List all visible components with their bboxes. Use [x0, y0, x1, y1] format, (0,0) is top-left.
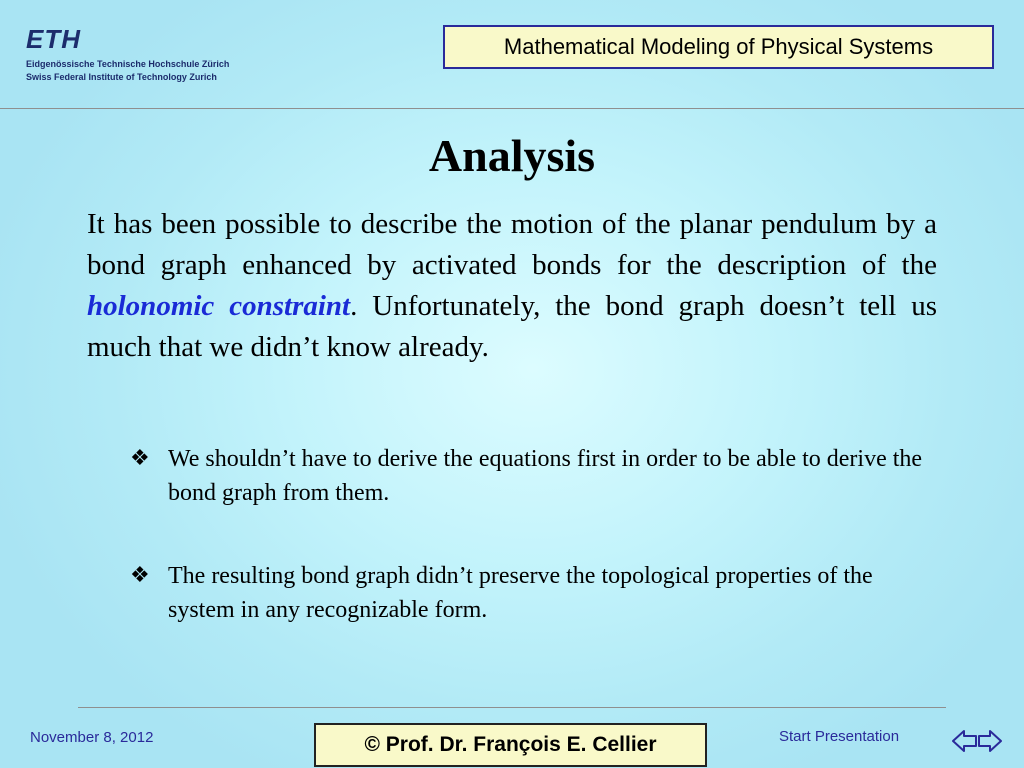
eth-logo — [26, 26, 229, 84]
footer-date: November 8, 2012 — [30, 729, 154, 746]
eth-logo-line-2: Swiss Federal Institute of Technology Zurich — [26, 72, 217, 82]
bullet-item — [130, 559, 940, 627]
start-presentation-link[interactable]: Start Presentation — [779, 728, 900, 745]
course-title: Mathematical Modeling of Physical Systems — [443, 25, 994, 69]
diamond-bullet-icon: ❖ — [130, 563, 150, 588]
eth-logo-line-1: Eidgenössische Technische Hochschule Zürich — [26, 59, 230, 69]
body-text-end: . Unfortunately, the bond graph doesn’t tell us much that we didn’t know already. — [87, 290, 937, 363]
eth-logo-mark: ETH — [26, 24, 81, 54]
holonomic-constraint-term: holonomic constraint — [87, 290, 351, 322]
author-credit: © Prof. Dr. François E. Cellier — [314, 723, 707, 767]
body-text-start: It has been possible to describe the motion of the planar pendulum by a bond graph enhanced by activated bonds for the description of the — [87, 208, 937, 281]
body-paragraph — [87, 204, 937, 368]
bullet-text: The resulting bond graph didn’t preserve the topological properties of the system in any recognizable form. — [168, 563, 873, 623]
diamond-bullet-icon: ❖ — [130, 446, 150, 471]
header-divider — [0, 108, 1024, 109]
bullet-text: We shouldn’t have to derive the equations first in order to be able to derive the bond graph from them. — [168, 446, 923, 506]
bullet-item — [130, 442, 940, 510]
back-forward-arrows-icon[interactable] — [952, 728, 1002, 754]
footer-divider — [78, 707, 946, 708]
slide-title: Analysis — [428, 130, 596, 181]
eth-logo-subtitle — [26, 58, 229, 84]
